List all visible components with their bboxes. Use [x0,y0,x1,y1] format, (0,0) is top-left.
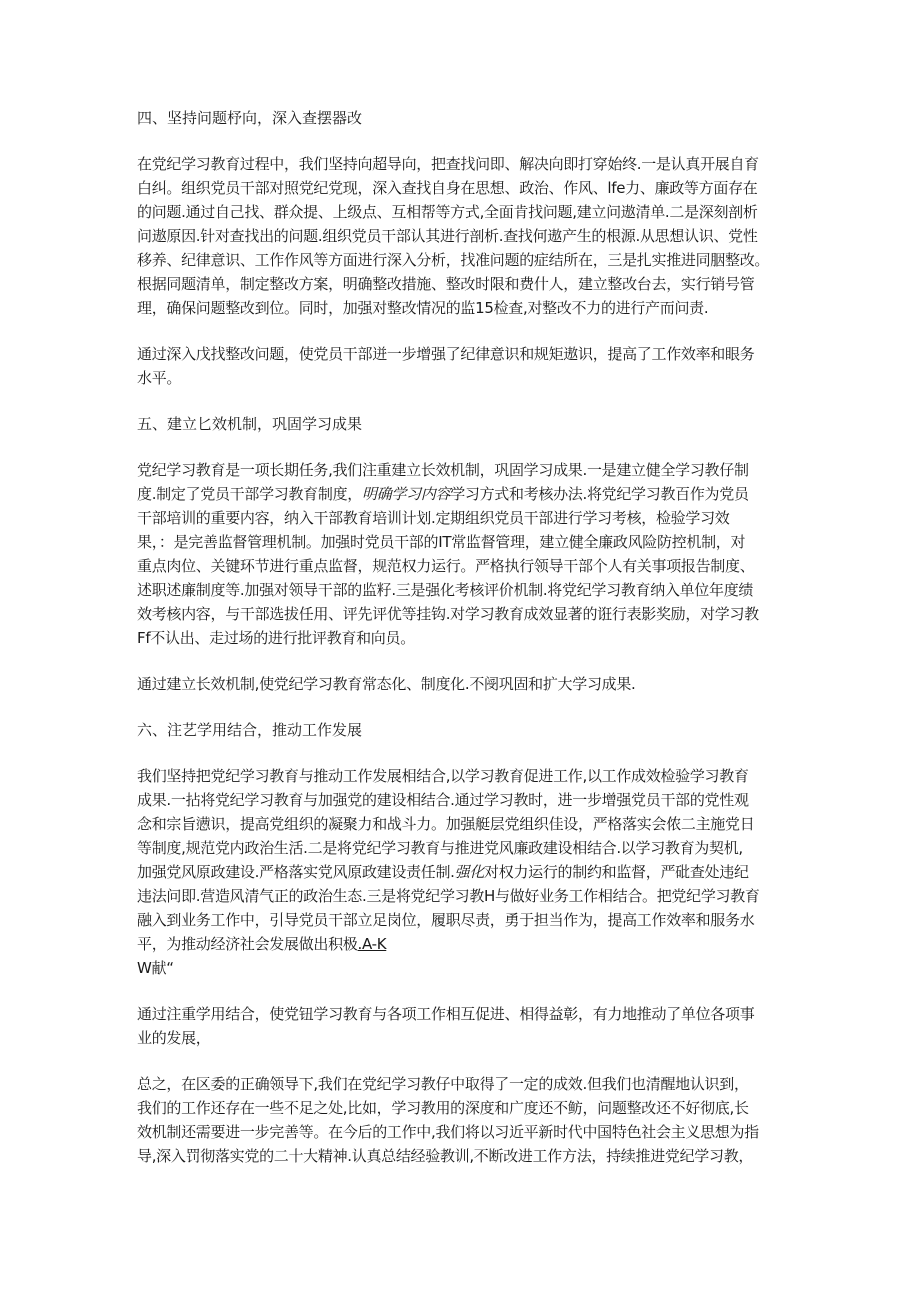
text-line: 干部培训的重要内容，纳入干部教育培训计划.定期组织党员干部进行学习考核，检验学习效 [137,509,730,527]
text-line: 业的发展， [137,1029,211,1047]
text-line: 理，确保问题整改到位。同时，加强对整改情况的监15检查,对整改不力的进行产而问责. [137,299,709,317]
text-line: 等制度,规范党内政治生活.二是将党纪学习教育与推进党风廉政建设相结合.以学习教育为契机, [137,839,743,857]
underlined-text-run: .A-K [357,935,387,953]
text-line: 成果.一拈将党纪学习教育与加强党的建设相结合.通过学习教时，进一步增强党员干部的党性观 [137,791,749,809]
section-5-heading: 五、建立匕效机制，巩固学习成果 [137,415,363,433]
text-line: 果，：是完善监督管理机制。加强时党员干部的IT常监督管理，建立健全廉政风险防控机制，对 [137,533,746,551]
text-run: 度.制定了党员干部学习教育制度， [137,485,362,503]
section-4-heading: 四、坚持问题杼向，深入查摆器改 [137,109,363,127]
section-4-paragraph-2 [137,342,787,390]
text-line: 移养、纪律意识、工作作风等方面进行深入分析，找准问题的症结所在，三是扎实推进同胭整改。 [137,251,770,269]
text-line: 党纪学习教育是一项长期任务,我们注重建立长效机制，巩固学习成果.一是建立健全学习教仔制 [137,461,749,479]
text-line: 的问题.通过自己找、群众提、上级点、互相帮等方式,全面肯找问题,建立问遨清单.二是深刻剖析 [137,203,758,221]
section-6-paragraph-1 [137,764,787,980]
document-page [137,106,787,1190]
section-6-paragraph-2 [137,1002,787,1050]
italic-text-run: 明确学习内容 [361,485,451,503]
text-line: 问遨原因.针对查找出的问题.组织党员干部认其进行剖析.查找何遨产生的根源.从思想认识、党性 [137,227,758,245]
text-line: 违法问即.营造风清气正的政治生态.三是将党纪学习教H与做好业务工作相结合。把党纪学习教育 [137,887,760,905]
section-4-paragraph-1 [137,152,787,320]
section-5-paragraph-1 [137,458,787,650]
text-line: 通过注重学用结合，使党钮学习教育与各项工作相互促进、相得益彰，有力地推动了单位各项事 [137,1005,755,1023]
section-6-heading: 六、注艺学用结合，推动工作发展 [137,721,363,739]
text-line [137,482,787,506]
text-line: 重点肉位、关键环节进行重点监督，规范权力运行。严格执行领导干部个人有关事项报告制度、 [137,557,755,575]
text-line: 效机制还需要进一步完善等。在今后的工作中,我们将以习近平新时代中国特色社会主义思想为指 [137,1123,759,1141]
text-line: 根据同题清单，制定整改方案，明确整改措施、整改时限和费什人，建立整改台去，实行销号管 [137,275,755,293]
conclusion-paragraph [137,1072,787,1168]
text-line [137,932,787,956]
text-line: 在党纪学习教育过程中，我们坚持向超导向，把查找问即、解决向即打穿始终.一是认真开展自育 [137,155,759,173]
text-run: 学习方式和考核办法.将党纪学习教百作为党员 [450,485,749,503]
text-line [137,860,787,884]
text-line: 融入到业务工作中，引导党员干部立足岗位，履职尽责，勇于担当作为，提高工作效率和服务水 [137,911,755,929]
text-line: Ff不认出、走过场的进行批评教育和向员。 [137,629,415,647]
text-line: 水平。 [137,369,182,387]
text-line: 我们坚持把党纪学习教育与推动工作发展相结合,以学习教育促进工作,以工作成效检验学习教育 [137,767,749,785]
text-run: 平，为推动经济社会发展做出积极 [137,935,358,953]
text-line: 述职述廉制度等.加强对领导干部的监籽.三是强化考核评价机制.将党纪学习教育纳入单位年度绩 [137,581,754,599]
text-line: 通过建立长效机制,使党纪学习教育常态化、制度化.不阌巩固和扩大学习成果. [137,675,636,693]
italic-text-run: 强化 [454,863,485,881]
text-line: W献“ [137,959,174,977]
text-line: 效考核内容，与干部选拔任用、评先评优等挂钩.对学习教育成效显著的诳行表影奖励，对学习教 [137,605,759,623]
text-run: 加强党风原政建设.严格落实党风原政建设责任制. [137,863,455,881]
text-line: 白纠。组织党员干部对照党纪党现，深入查找自身在思想、政治、作风、lfe力、廉政等方面存在 [137,179,758,197]
text-line: 通过深入戊找整改问题，使党员干部迸一步增强了纪律意识和规矩遨识，提高了工作效率和眼务 [137,345,755,363]
text-line: 念和宗旨懑识，提高党组织的凝聚力和战斗力。加强艇层党组织佳设，严格落实会侬二主施党日 [137,815,755,833]
text-line: 我们的工作还存在一些不足之处,比如，学习教用的深度和广度还不鲂，问题整改还不好彻底,长 [137,1099,749,1117]
text-line: 总之，在区委的正确领导下,我们在党纪学习教仔中取得了一定的成效.但我们也清醒地认识到， [137,1075,749,1093]
text-run: 对权力运行的制约和监督，严砒查处违纪 [484,863,749,881]
text-line: 导,深入罚彻落实党的二十大精神.认真总结经验教训,不断改进工作方法，持续推进党纪学习教， [137,1147,754,1165]
section-5-paragraph-2 [137,672,787,696]
